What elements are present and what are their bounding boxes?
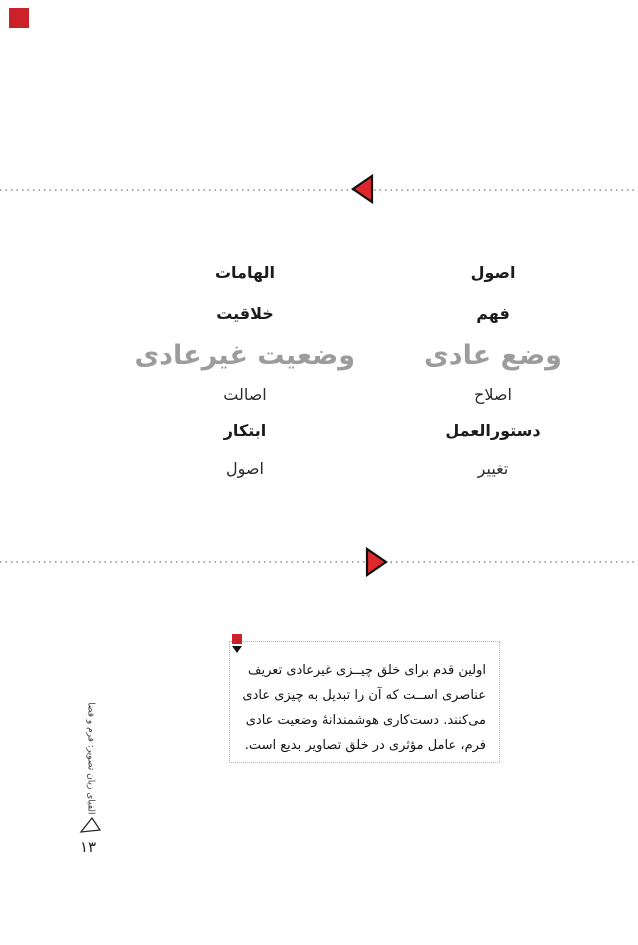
- note-line: می‌کنند. دست‌کاری هوشمندانهٔ وضعیت عادی: [245, 713, 486, 728]
- column-left-item: ابتکار: [223, 421, 267, 440]
- note-paragraph: [230, 642, 499, 758]
- page-number: ۱۳: [79, 838, 97, 856]
- red-triangle-right-icon: [363, 546, 389, 578]
- column-left-item: خلاقیت: [216, 304, 274, 323]
- note-line: عناصری اســت که آن را تبدیل به چیزی عادی: [242, 688, 486, 703]
- column-left-item: اصول: [226, 459, 264, 478]
- column-left-heading: وضعیت غیرعادی: [134, 340, 355, 371]
- note-marker-red-square-icon: [232, 634, 242, 644]
- column-right-item: فهم: [476, 304, 510, 323]
- divider-bottom: [0, 561, 638, 563]
- column-right-item: تغییر: [477, 459, 509, 478]
- spine-title: الفبای زبان تصویر: فرم و فضا: [85, 702, 96, 815]
- column-right-item: دستورالعمل: [445, 421, 541, 440]
- note-box: [229, 641, 500, 763]
- column-left-item: اصالت: [223, 385, 267, 404]
- note-line: اولین قدم برای خلق چیــزی غیرعادی تعریف: [248, 663, 486, 678]
- column-right-item: اصول: [470, 263, 516, 282]
- column-right-item: اصلاح: [474, 385, 512, 404]
- column-left-item: الهامات: [214, 263, 276, 282]
- note-line: فرم، عامل مؤثری در خلق تصاویر بدیع است.: [244, 738, 486, 753]
- column-right-heading: وضع عادی: [424, 340, 562, 371]
- red-triangle-left-icon: [350, 173, 376, 205]
- triangle-logo-icon: [79, 816, 103, 836]
- divider-top: [0, 189, 638, 191]
- note-marker-down-triangle-icon: [232, 646, 242, 653]
- corner-red-square: [9, 8, 29, 28]
